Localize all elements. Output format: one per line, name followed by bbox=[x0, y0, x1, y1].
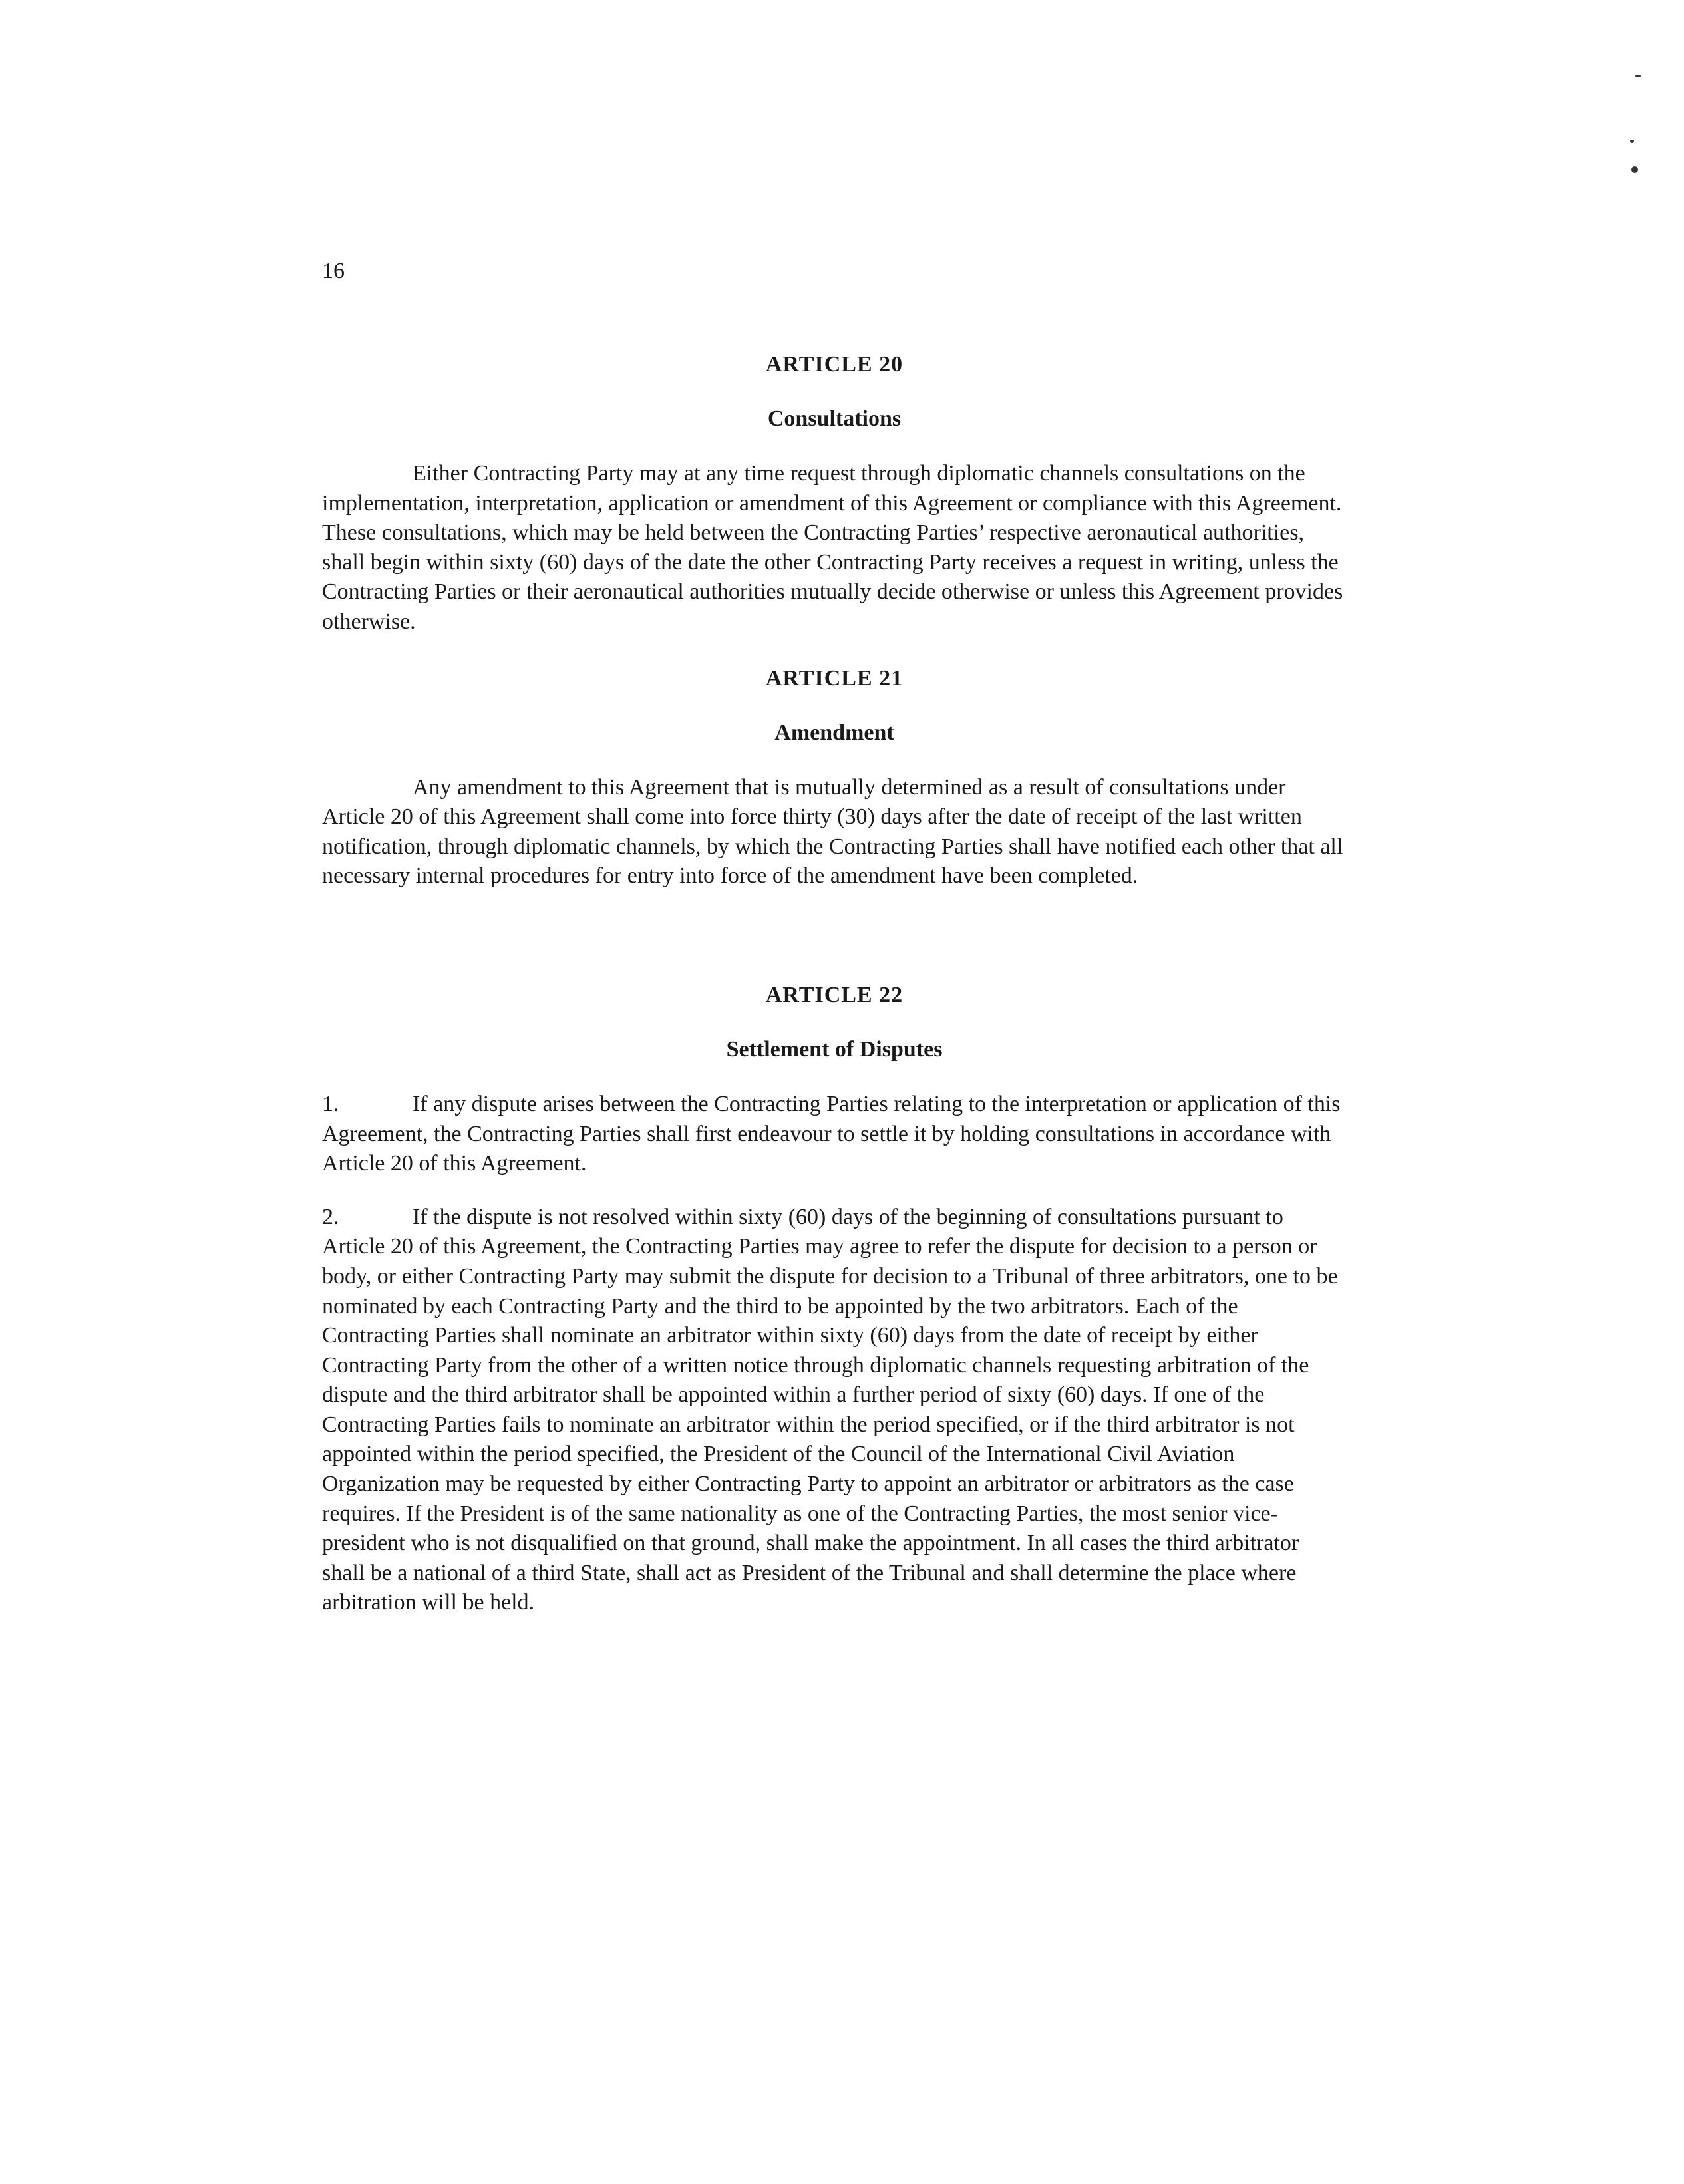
scan-speck bbox=[1631, 166, 1638, 173]
scan-speck bbox=[1635, 75, 1641, 77]
paragraph-number: 2. bbox=[322, 1204, 339, 1229]
article-22 bbox=[322, 982, 1347, 1618]
article-heading: ARTICLE 22 bbox=[765, 982, 904, 1007]
paragraph-number: 1. bbox=[322, 1091, 339, 1116]
document-body bbox=[322, 351, 1347, 1618]
article-paragraph: Either Contracting Party may at any time request through diplomatic channels consultations on the implementation, interpretation, application or amendment of this Agreement or compliance with this Agreement. These consultations, which may be held between the Contracting Parties’ respective aeronautical authorities, shall begin within sixty (60) days of the date the other Contracting Party receives a request in writing, unless the Contracting Parties or their aeronautical authorities mutually decide otherwise or unless this Agreement provides otherwise. bbox=[322, 461, 1343, 634]
article-20 bbox=[322, 351, 1347, 637]
article-heading: ARTICLE 21 bbox=[765, 665, 904, 691]
page-number: 16 bbox=[322, 259, 345, 283]
article-heading: ARTICLE 20 bbox=[765, 352, 904, 377]
article-paragraph: Any amendment to this Agreement that is mutually determined as a result of consultations under Article 20 of this Agreement shall come into force thirty (30) days after the date of receipt of the last written notification, through diplomatic channels, by which the Contracting Parties shall have notified each other that all necessary internal procedures for entry into force of the amendment have been completed. bbox=[322, 774, 1343, 889]
paragraph-text: If any dispute arises between the Contracting Parties relating to the interpretation or application of this Agreement, the Contracting Parties shall first endeavour to settle it by holding consultations in accordance with Article 20 of this Agreement. bbox=[322, 1091, 1341, 1176]
numbered-paragraph bbox=[322, 1203, 1347, 1618]
article-21 bbox=[322, 665, 1347, 891]
article-title: Consultations bbox=[767, 406, 902, 431]
numbered-paragraph bbox=[322, 1090, 1347, 1179]
article-title: Amendment bbox=[774, 720, 894, 745]
article-title: Settlement of Disputes bbox=[726, 1036, 943, 1062]
scan-speck bbox=[1630, 140, 1634, 143]
paragraph-text: If the dispute is not resolved within sixty (60) days of the beginning of consultations pursuant to Article 20 of this Agreement, the Contracting Parties may agree to refer the dispute for decision to a person or body, or either Contracting Party may submit the dispute for decision to a Tribunal of three arbitrators, one to be nominated by each Contracting Party and the third to be appointed by the two arbitrators. Each of the Contracting Parties shall nominate an arbitrator within sixty (60) days from the date of receipt by either Contracting Party from the other of a written notice through diplomatic channels requesting arbitration of the dispute and the third arbitrator shall be appointed within a further period of sixty (60) days. If one of the Contracting Parties fails to nominate an arbitrator within the period specified, or if the third arbitrator is not appointed within the period specified, the President of the Council of the International Civil Aviation Organization may be requested by either Contracting Party to appoint an arbitrator or arbitrators as the case requires. If the President is of the same nationality as one of the Contracting Parties, the most senior vice-president who is not disqualified on that ground, shall make the appointment. In all cases the third arbitrator shall be a national of a third State, shall act as President of the Tribunal and shall determine the place where arbitration will be held. bbox=[322, 1204, 1338, 1615]
